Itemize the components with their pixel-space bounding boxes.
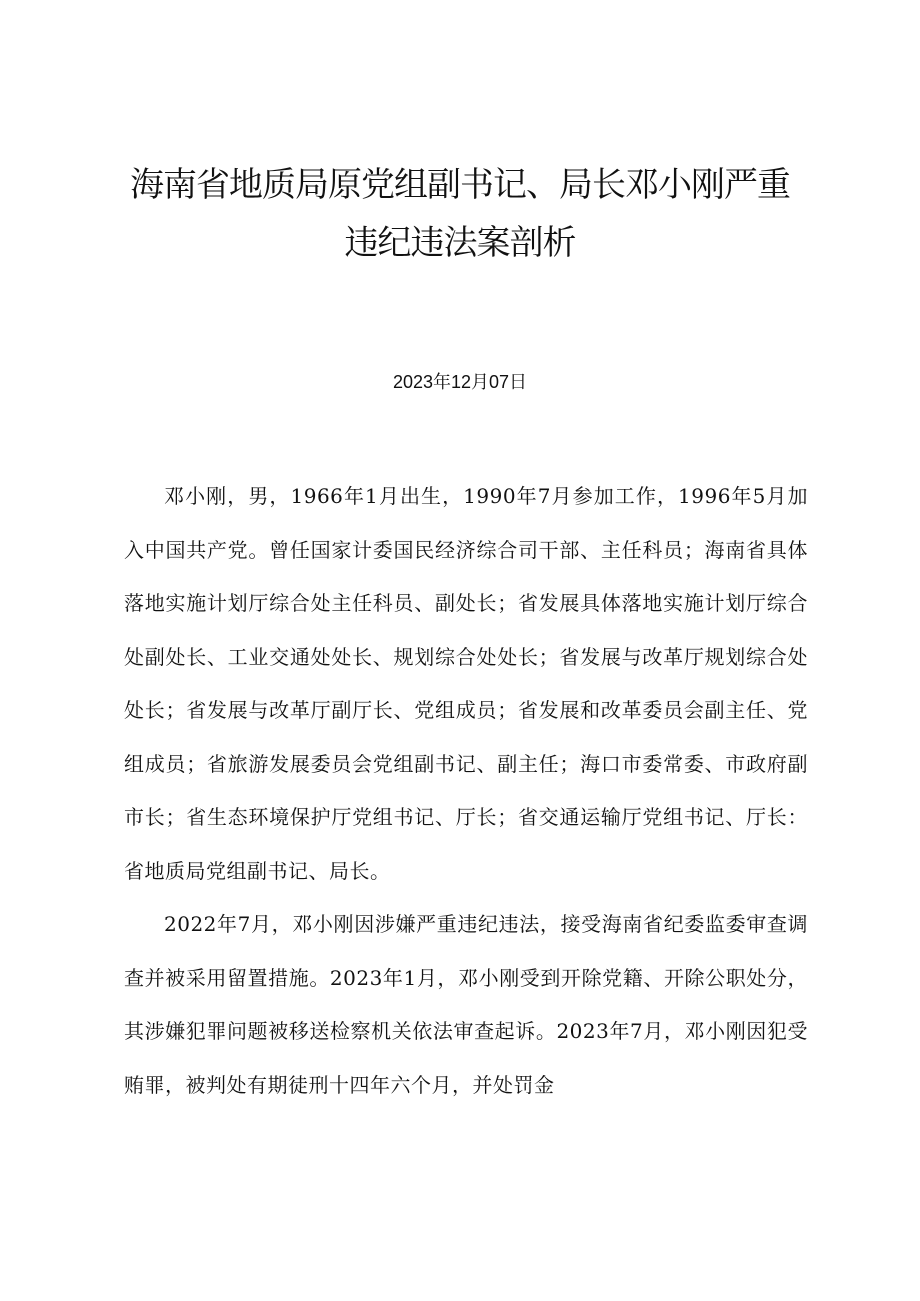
title-line-1: 海南省地质局原党组副书记、局长邓小刚严重 [130, 165, 790, 205]
paragraph-biography: 邓小刚，男，1966年1月出生，1990年7月参加工作，1996年5月加入中国共产党。曾任国家计委国民经济综合司干部、主任科员；海南省具体落地实施计划厅综合处主任科员、副处长；省发展具体落地实施计划厅综合处副处长、工业交通处处长、规划综合处处长；省发展与改革厅规划综合处处长；省发展与改革厅副厅长、党组成员；省发展和改革委员会副主任、党组成员；省旅游发展委员会党组副书记、副主任；海口市委常委、市政府副市长；省生态环境保护厅党组书记、厅长；省交通运输厅党组书记、厅长：省地质局党组副书记、局长。 [124, 484, 808, 883]
paragraph-case-details: 2022年7月，邓小刚因涉嫌严重违纪违法，接受海南省纪委监委审查调查并被采用留置措施。2023年1月，邓小刚受到开除党籍、开除公职处分，其涉嫌犯罪问题被移送检察机关依法审查起诉。2023年7月，邓小刚因犯受贿罪，被判处有期徒刑十四年六个月，并处罚金 [124, 912, 808, 1097]
document-title [100, 156, 820, 272]
publish-date: 2023年12月07日 [392, 372, 528, 392]
article-body [124, 470, 808, 1112]
title-line-2: 违纪违法案剖析 [344, 223, 576, 263]
